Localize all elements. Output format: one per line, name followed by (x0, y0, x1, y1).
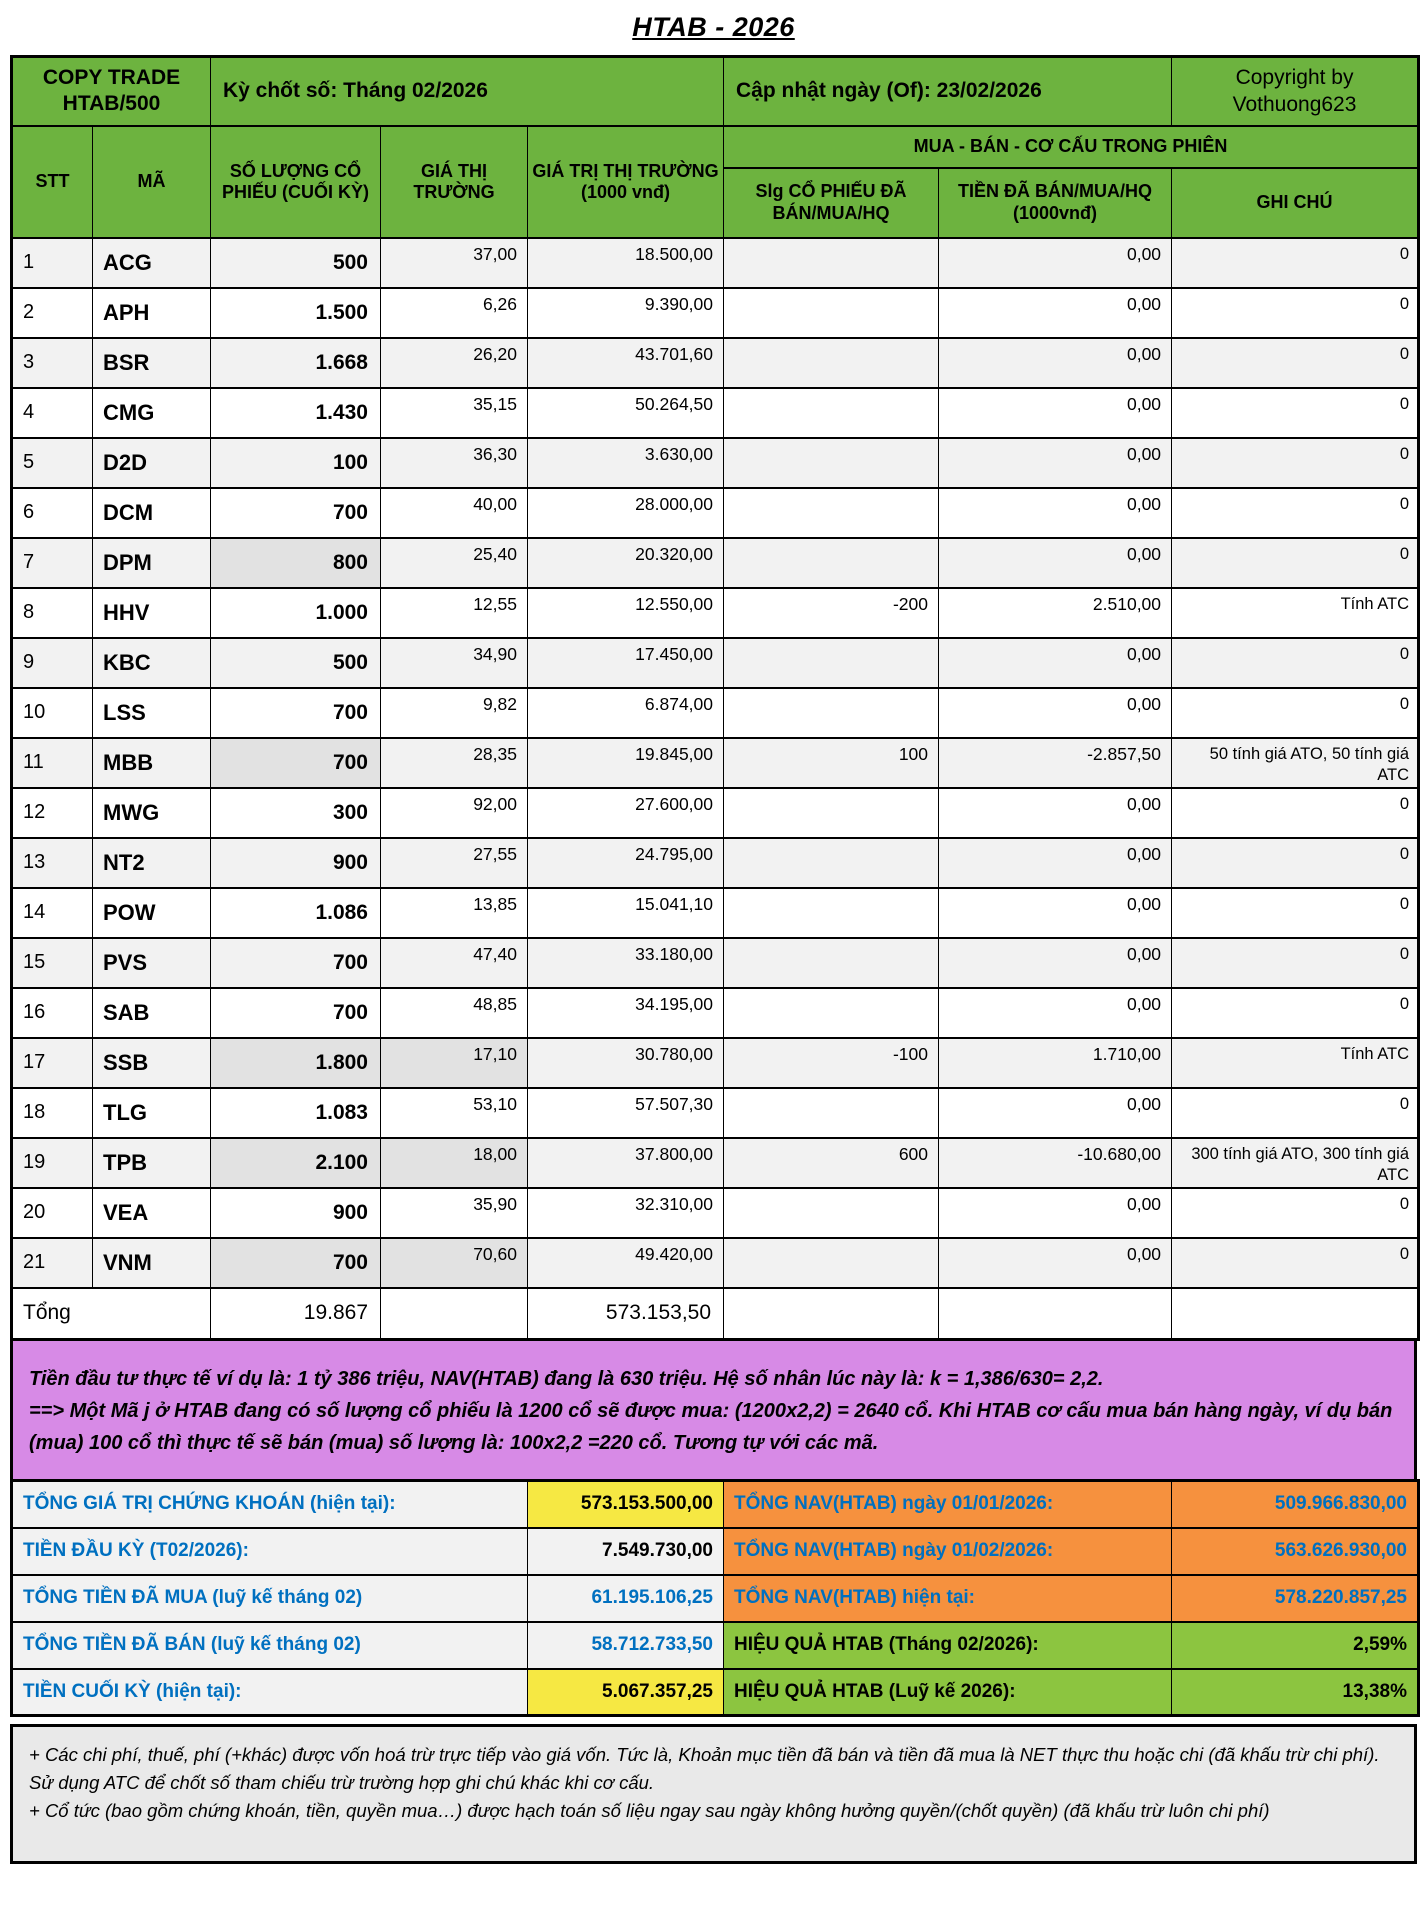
cell-market-price: 27,55 (381, 838, 528, 888)
table-row (12, 688, 1419, 738)
summary-label-nav-0101: TỔNG NAV(HTAB) ngày 01/01/2026: (724, 1481, 1172, 1528)
cell-ticker: VEA (93, 1188, 211, 1238)
cell-stt: 4 (12, 388, 93, 438)
cell-shares-traded (724, 638, 939, 688)
cell-shares-traded (724, 538, 939, 588)
cell-market-price: 47,40 (381, 938, 528, 988)
table-footer (12, 1288, 1419, 1340)
cell-quantity: 700 (211, 488, 381, 538)
cell-market-value: 37.800,00 (528, 1138, 724, 1188)
cell-money-traded: 1.710,00 (939, 1038, 1172, 1088)
cell-market-price: 13,85 (381, 888, 528, 938)
cell-stt: 11 (12, 738, 93, 788)
cell-market-value: 24.795,00 (528, 838, 724, 888)
copy-trade-line2: HTAB/500 (62, 92, 161, 116)
summary-label-total-sold: TỔNG TIỀN ĐÃ BÁN (luỹ kế tháng 02) (12, 1622, 528, 1669)
cell-money-traded: 0,00 (939, 288, 1172, 338)
summary-row (12, 1669, 1419, 1716)
summary-table (10, 1479, 1420, 1717)
cell-stt: 13 (12, 838, 93, 888)
cell-stt: 16 (12, 988, 93, 1038)
cell-quantity: 900 (211, 838, 381, 888)
summary-row (12, 1481, 1419, 1528)
summary-value-total-securities: 573.153.500,00 (528, 1481, 724, 1528)
cell-quantity: 100 (211, 438, 381, 488)
cell-shares-traded (724, 688, 939, 738)
cell-market-value: 18.500,00 (528, 238, 724, 288)
table-row (12, 238, 1419, 288)
table-header (12, 57, 1419, 238)
cell-market-value: 27.600,00 (528, 788, 724, 838)
table-row (12, 1088, 1419, 1138)
portfolio-table (10, 55, 1420, 1341)
col-header-quantity: SỐ LƯỢNG CỔ PHIẾU (CUỐI KỲ) (211, 126, 381, 238)
header-copyright (1172, 57, 1419, 126)
table-row (12, 988, 1419, 1038)
header-copy-trade (12, 57, 211, 126)
cell-market-price: 18,00 (381, 1138, 528, 1188)
cell-market-value: 17.450,00 (528, 638, 724, 688)
table-row (12, 1188, 1419, 1238)
total-price-empty (381, 1288, 528, 1340)
cell-money-traded: 2.510,00 (939, 588, 1172, 638)
cell-money-traded: 0,00 (939, 1238, 1172, 1288)
table-row (12, 538, 1419, 588)
total-label: Tổng (12, 1288, 211, 1340)
cell-note: 0 (1172, 1238, 1419, 1288)
col-header-shares-traded: Slg CỔ PHIẾU ĐÃ BÁN/MUA/HQ (724, 168, 939, 238)
cell-shares-traded (724, 838, 939, 888)
cell-note: 0 (1172, 888, 1419, 938)
cell-stt: 20 (12, 1188, 93, 1238)
cell-note: 0 (1172, 1088, 1419, 1138)
cell-market-value: 15.041,10 (528, 888, 724, 938)
cell-market-price: 36,30 (381, 438, 528, 488)
cell-money-traded: 0,00 (939, 388, 1172, 438)
cell-ticker: PVS (93, 938, 211, 988)
table-row (12, 738, 1419, 788)
total-row (12, 1288, 1419, 1340)
summary-value-begin-cash: 7.549.730,00 (528, 1528, 724, 1575)
cell-market-price: 37,00 (381, 238, 528, 288)
cell-shares-traded (724, 288, 939, 338)
cell-money-traded: 0,00 (939, 788, 1172, 838)
cell-note: 0 (1172, 838, 1419, 888)
cell-quantity: 500 (211, 638, 381, 688)
cell-shares-traded: -100 (724, 1038, 939, 1088)
cell-ticker: ACG (93, 238, 211, 288)
col-header-market-value: GIÁ TRỊ THỊ TRƯỜNG (1000 vnđ) (528, 126, 724, 238)
cell-stt: 2 (12, 288, 93, 338)
cell-ticker: LSS (93, 688, 211, 738)
cell-stt: 5 (12, 438, 93, 488)
summary-value-total-bought: 61.195.106,25 (528, 1575, 724, 1622)
cell-money-traded: 0,00 (939, 488, 1172, 538)
cell-market-value: 34.195,00 (528, 988, 724, 1038)
cell-quantity: 800 (211, 538, 381, 588)
cell-quantity: 1.083 (211, 1088, 381, 1138)
cell-ticker: TPB (93, 1138, 211, 1188)
cell-money-traded: 0,00 (939, 1088, 1172, 1138)
table-row (12, 888, 1419, 938)
cell-market-price: 26,20 (381, 338, 528, 388)
cell-quantity: 1.668 (211, 338, 381, 388)
cell-market-price: 34,90 (381, 638, 528, 688)
summary-value-end-cash: 5.067.357,25 (528, 1669, 724, 1716)
col-header-money-traded: TIỀN ĐÃ BÁN/MUA/HQ (1000vnđ) (939, 168, 1172, 238)
cell-ticker: BSR (93, 338, 211, 388)
cell-note: 0 (1172, 538, 1419, 588)
cell-note: 300 tính giá ATO, 300 tính giá ATC (1172, 1138, 1419, 1188)
cell-market-price: 6,26 (381, 288, 528, 338)
cell-money-traded: 0,00 (939, 688, 1172, 738)
cell-market-price: 40,00 (381, 488, 528, 538)
cell-stt: 7 (12, 538, 93, 588)
cell-ticker: TLG (93, 1088, 211, 1138)
table-body (12, 238, 1419, 1288)
cell-note: 0 (1172, 238, 1419, 288)
cell-stt: 21 (12, 1238, 93, 1288)
footnote-line2: + Cổ tức (bao gồm chứng khoán, tiền, quyền mua…) được hạch toán số liệu ngay sau ngày không hưởng quyền/(chốt quyền) (đã khấu trừ luôn chi phí) (29, 1799, 1270, 1821)
cell-money-traded: 0,00 (939, 888, 1172, 938)
cell-market-value: 50.264,50 (528, 388, 724, 438)
cell-shares-traded (724, 438, 939, 488)
cell-ticker: DPM (93, 538, 211, 588)
total-note-empty (1172, 1288, 1419, 1340)
cell-market-price: 17,10 (381, 1038, 528, 1088)
copyright-line2: Vothuong623 (1232, 93, 1357, 117)
cell-ticker: D2D (93, 438, 211, 488)
cell-stt: 12 (12, 788, 93, 838)
cell-shares-traded (724, 1238, 939, 1288)
cell-shares-traded (724, 888, 939, 938)
header-band (12, 57, 1419, 126)
header-updated: Cập nhật ngày (Of): 23/02/2026 (724, 57, 1172, 126)
cell-market-value: 6.874,00 (528, 688, 724, 738)
cell-shares-traded: 600 (724, 1138, 939, 1188)
cell-stt: 6 (12, 488, 93, 538)
cell-market-price: 12,55 (381, 588, 528, 638)
cell-quantity: 1.500 (211, 288, 381, 338)
cell-note: 0 (1172, 988, 1419, 1038)
cell-note: 0 (1172, 1188, 1419, 1238)
cell-market-value: 20.320,00 (528, 538, 724, 588)
col-header-ticker: MÃ (93, 126, 211, 238)
cell-quantity: 700 (211, 688, 381, 738)
table-row (12, 1138, 1419, 1188)
cell-shares-traded (724, 938, 939, 988)
table-row (12, 588, 1419, 638)
cell-money-traded: 0,00 (939, 938, 1172, 988)
cell-shares-traded (724, 988, 939, 1038)
cell-market-price: 35,90 (381, 1188, 528, 1238)
col-header-group-trading: MUA - BÁN - CƠ CẤU TRONG PHIÊN (724, 126, 1419, 168)
cell-market-price: 70,60 (381, 1238, 528, 1288)
cell-note: 0 (1172, 388, 1419, 438)
cell-money-traded: 0,00 (939, 338, 1172, 388)
summary-row (12, 1528, 1419, 1575)
cell-stt: 1 (12, 238, 93, 288)
cell-market-value: 30.780,00 (528, 1038, 724, 1088)
cell-note: 0 (1172, 488, 1419, 538)
col-header-market-price: GIÁ THỊ TRƯỜNG (381, 126, 528, 238)
cell-ticker: APH (93, 288, 211, 338)
summary-label-end-cash: TIỀN CUỐI KỲ (hiện tại): (12, 1669, 528, 1716)
cell-money-traded: 0,00 (939, 238, 1172, 288)
cell-note: 0 (1172, 938, 1419, 988)
title-bar (10, 12, 1417, 43)
cell-shares-traded: -200 (724, 588, 939, 638)
table-row (12, 388, 1419, 438)
cell-market-value: 32.310,00 (528, 1188, 724, 1238)
cell-market-price: 92,00 (381, 788, 528, 838)
cell-market-price: 53,10 (381, 1088, 528, 1138)
cell-shares-traded (724, 388, 939, 438)
explanation-line1: Tiền đầu tư thực tế ví dụ là: 1 tỷ 386 triệu, NAV(HTAB) đang là 630 triệu. Hệ số nhân lúc này là: k = 1,386/630= 2,2. (29, 1368, 1104, 1390)
cell-money-traded: 0,00 (939, 1188, 1172, 1238)
explanation-note (10, 1341, 1417, 1482)
col-header-note: GHI CHÚ (1172, 168, 1419, 238)
column-header-row (12, 126, 1419, 168)
cell-shares-traded (724, 1088, 939, 1138)
cell-shares-traded (724, 488, 939, 538)
table-row (12, 1038, 1419, 1088)
cell-quantity: 2.100 (211, 1138, 381, 1188)
summary-value-total-sold: 58.712.733,50 (528, 1622, 724, 1669)
cell-market-price: 28,35 (381, 738, 528, 788)
total-tien-empty (939, 1288, 1172, 1340)
col-header-stt: STT (12, 126, 93, 238)
summary-value-performance-month: 2,59% (1172, 1622, 1419, 1669)
cell-stt: 3 (12, 338, 93, 388)
cell-quantity: 900 (211, 1188, 381, 1238)
total-slg-empty (724, 1288, 939, 1340)
cell-ticker: HHV (93, 588, 211, 638)
cell-ticker: DCM (93, 488, 211, 538)
cell-note: 0 (1172, 788, 1419, 838)
cell-shares-traded (724, 1188, 939, 1238)
table-row (12, 838, 1419, 888)
cell-market-value: 57.507,30 (528, 1088, 724, 1138)
cell-ticker: CMG (93, 388, 211, 438)
cell-quantity: 300 (211, 788, 381, 838)
cell-ticker: SAB (93, 988, 211, 1038)
cell-ticker: NT2 (93, 838, 211, 888)
cell-money-traded: 0,00 (939, 538, 1172, 588)
summary-row (12, 1575, 1419, 1622)
summary-label-performance-ytd: HIỆU QUẢ HTAB (Luỹ kế 2026): (724, 1669, 1172, 1716)
cell-shares-traded (724, 238, 939, 288)
table-row (12, 1238, 1419, 1288)
summary-value-nav-0102: 563.626.930,00 (1172, 1528, 1419, 1575)
cell-shares-traded (724, 788, 939, 838)
cell-note: 0 (1172, 688, 1419, 738)
table-row (12, 788, 1419, 838)
cell-note: 0 (1172, 638, 1419, 688)
cell-money-traded: 0,00 (939, 838, 1172, 888)
cell-money-traded: -2.857,50 (939, 738, 1172, 788)
cell-market-value: 28.000,00 (528, 488, 724, 538)
cell-ticker: SSB (93, 1038, 211, 1088)
cell-quantity: 700 (211, 938, 381, 988)
cell-stt: 10 (12, 688, 93, 738)
cell-ticker: POW (93, 888, 211, 938)
page-title: HTAB - 2026 (632, 12, 795, 42)
cell-money-traded: 0,00 (939, 638, 1172, 688)
cell-stt: 14 (12, 888, 93, 938)
summary-row (12, 1622, 1419, 1669)
cell-quantity: 1.086 (211, 888, 381, 938)
cell-market-value: 33.180,00 (528, 938, 724, 988)
summary-label-performance-month: HIỆU QUẢ HTAB (Tháng 02/2026): (724, 1622, 1172, 1669)
cell-shares-traded: 100 (724, 738, 939, 788)
cell-market-price: 48,85 (381, 988, 528, 1038)
cell-note: 0 (1172, 338, 1419, 388)
cell-stt: 8 (12, 588, 93, 638)
cell-quantity: 700 (211, 738, 381, 788)
cell-quantity: 700 (211, 1238, 381, 1288)
cell-quantity: 1.000 (211, 588, 381, 638)
cell-stt: 17 (12, 1038, 93, 1088)
cell-quantity: 1.430 (211, 388, 381, 438)
cell-market-value: 9.390,00 (528, 288, 724, 338)
cell-note: Tính ATC (1172, 588, 1419, 638)
cell-money-traded: -10.680,00 (939, 1138, 1172, 1188)
cell-stt: 18 (12, 1088, 93, 1138)
summary-value-performance-ytd: 13,38% (1172, 1669, 1419, 1716)
cell-note: Tính ATC (1172, 1038, 1419, 1088)
copy-trade-line1: COPY TRADE (42, 66, 181, 89)
cell-ticker: KBC (93, 638, 211, 688)
footnote-line1: + Các chi phí, thuế, phí (+khác) được vốn hoá trừ trực tiếp vào giá vốn. Tức là, Khoản mục tiền đã bán và tiền đã mua là NET thực thu hoặc chi (đã khấu trừ chi phí). Sử dụng ATC để chốt số tham chiếu trừ trường hợp ghi chú khác khi cơ cấu. (29, 1744, 1380, 1793)
table-row (12, 488, 1419, 538)
table-row (12, 638, 1419, 688)
summary-label-total-securities: TỔNG GIÁ TRỊ CHỨNG KHOÁN (hiện tại): (12, 1481, 528, 1528)
cell-market-value: 49.420,00 (528, 1238, 724, 1288)
cell-money-traded: 0,00 (939, 988, 1172, 1038)
total-market-value: 573.153,50 (528, 1288, 724, 1340)
table-row (12, 288, 1419, 338)
cell-market-value: 43.701,60 (528, 338, 724, 388)
cell-stt: 19 (12, 1138, 93, 1188)
table-row (12, 438, 1419, 488)
summary-value-nav-current: 578.220.857,25 (1172, 1575, 1419, 1622)
cell-stt: 9 (12, 638, 93, 688)
cell-market-price: 9,82 (381, 688, 528, 738)
total-quantity: 19.867 (211, 1288, 381, 1340)
cell-note: 0 (1172, 288, 1419, 338)
cell-ticker: VNM (93, 1238, 211, 1288)
footnote-block (10, 1724, 1417, 1864)
cell-market-value: 3.630,00 (528, 438, 724, 488)
explanation-line2: ==> Một Mã j ở HTAB đang có số lượng cổ phiếu là 1200 cổ sẽ được mua: (1200x2,2) = 2640 cổ. Khi HTAB cơ cấu mua bán hàng ngày, ví dụ bán (mua) 100 cổ thì thực tế sẽ bán (mua) số lượng là: 100x2,2 =220 cổ. Tương tự với các mã. (29, 1400, 1393, 1454)
cell-ticker: MBB (93, 738, 211, 788)
cell-quantity: 700 (211, 988, 381, 1038)
cell-market-value: 12.550,00 (528, 588, 724, 638)
header-period: Kỳ chốt số: Tháng 02/2026 (211, 57, 724, 126)
table-row (12, 938, 1419, 988)
summary-label-total-bought: TỔNG TIỀN ĐÃ MUA (luỹ kế tháng 02) (12, 1575, 528, 1622)
summary-label-begin-cash: TIỀN ĐẦU KỲ (T02/2026): (12, 1528, 528, 1575)
cell-note: 0 (1172, 438, 1419, 488)
cell-quantity: 500 (211, 238, 381, 288)
cell-ticker: MWG (93, 788, 211, 838)
cell-money-traded: 0,00 (939, 438, 1172, 488)
cell-shares-traded (724, 338, 939, 388)
summary-label-nav-current: TỔNG NAV(HTAB) hiện tại: (724, 1575, 1172, 1622)
summary-label-nav-0102: TỔNG NAV(HTAB) ngày 01/02/2026: (724, 1528, 1172, 1575)
cell-market-price: 35,15 (381, 388, 528, 438)
copyright-line1: Copyright by (1235, 65, 1354, 89)
summary-value-nav-0101: 509.966.830,00 (1172, 1481, 1419, 1528)
table-row (12, 338, 1419, 388)
cell-note: 50 tính giá ATO, 50 tính giá ATC (1172, 738, 1419, 788)
cell-market-price: 25,40 (381, 538, 528, 588)
cell-quantity: 1.800 (211, 1038, 381, 1088)
cell-stt: 15 (12, 938, 93, 988)
cell-market-value: 19.845,00 (528, 738, 724, 788)
